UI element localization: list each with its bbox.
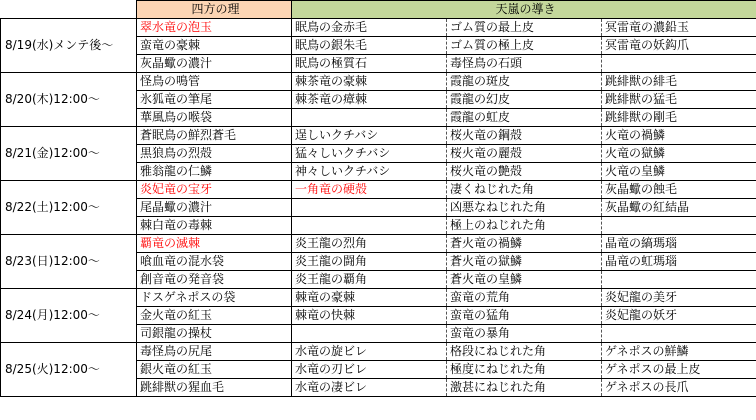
table-row <box>1 343 756 361</box>
material-cell[interactable]: 眠鳥の金赤毛 <box>292 19 447 37</box>
header-row <box>1 1 756 19</box>
material-cell[interactable]: 火竜の皇鱗 <box>602 163 756 181</box>
material-cell[interactable]: 黒狼鳥の烈殻 <box>137 145 292 163</box>
material-cell[interactable]: ゲネポスの鮮鱗 <box>602 343 756 361</box>
table-row <box>1 19 756 37</box>
material-cell[interactable] <box>292 109 447 127</box>
material-cell[interactable]: 炎妃龍の美牙 <box>602 289 756 307</box>
material-cell[interactable]: ドスゲネポスの袋 <box>137 289 292 307</box>
material-cell[interactable]: 桜火竜の鋼殻 <box>447 127 602 145</box>
material-cell[interactable]: ゴム質の極上皮 <box>447 37 602 55</box>
material-cell[interactable]: 一角竜の硬殻 <box>292 181 447 199</box>
material-cell[interactable]: 雅翁龍の仁鱗 <box>137 163 292 181</box>
material-cell[interactable]: 蛮竜の猛角 <box>447 307 602 325</box>
material-cell[interactable]: 霞龍の斑皮 <box>447 73 602 91</box>
material-cell[interactable]: 晶竜の虹瑪瑙 <box>602 253 756 271</box>
material-cell[interactable]: 炎妃龍の妖牙 <box>602 307 756 325</box>
table-row <box>1 289 756 307</box>
material-cell[interactable]: 水竜の旋ビレ <box>292 343 447 361</box>
material-cell[interactable] <box>602 55 756 73</box>
table-row <box>1 181 756 199</box>
material-cell[interactable]: 極上のねじれた角 <box>447 217 602 235</box>
material-cell[interactable]: 蒼火竜の皇鱗 <box>447 271 602 289</box>
material-cell[interactable] <box>602 217 756 235</box>
material-cell[interactable]: 翠水竜の泡玉 <box>137 19 292 37</box>
material-cell[interactable] <box>292 217 447 235</box>
material-cell[interactable]: 灰晶蠍の濃汁 <box>137 55 292 73</box>
date-cell[interactable]: 8/25(火)12:00～ <box>1 343 137 397</box>
material-cell[interactable]: ゲネポスの最上皮 <box>602 361 756 379</box>
table-row <box>1 127 756 145</box>
date-cell[interactable]: 8/23(日)12:00～ <box>1 235 137 289</box>
material-cell[interactable]: 炎王龍の覇角 <box>292 271 447 289</box>
material-cell[interactable] <box>292 199 447 217</box>
material-cell[interactable]: 金火竜の紅玉 <box>137 307 292 325</box>
material-cell[interactable]: 跳緋獣の剛毛 <box>602 109 756 127</box>
material-cell[interactable]: 水竜の凄ビレ <box>292 379 447 397</box>
material-cell[interactable]: 凶悪なねじれた角 <box>447 199 602 217</box>
material-cell[interactable]: 眠鳥の銀朱毛 <box>292 37 447 55</box>
material-cell[interactable]: 棘茶竜の豪棘 <box>292 73 447 91</box>
date-cell[interactable]: 8/22(土)12:00～ <box>1 181 137 235</box>
material-cell[interactable]: 跳緋獣の緋毛 <box>602 73 756 91</box>
material-cell[interactable]: 火竜の獄鱗 <box>602 145 756 163</box>
material-cell[interactable]: 格段にねじれた角 <box>447 343 602 361</box>
material-cell[interactable]: 晶竜の縞瑪瑙 <box>602 235 756 253</box>
material-cell[interactable]: 棘白竜の毒棘 <box>137 217 292 235</box>
material-cell[interactable]: 冥雷竜の濃鉛玉 <box>602 19 756 37</box>
material-cell[interactable]: 冥雷竜の妖鈎爪 <box>602 37 756 55</box>
material-cell[interactable]: 逞しいクチバシ <box>292 127 447 145</box>
material-cell[interactable]: 蒼火竜の獄鱗 <box>447 253 602 271</box>
material-cell[interactable]: 霞龍の幻皮 <box>447 91 602 109</box>
material-cell[interactable]: 銀火竜の紅玉 <box>137 361 292 379</box>
header-tenran[interactable]: 天嵐の導き <box>292 1 756 19</box>
material-cell[interactable]: 蛮竜の豪棘 <box>137 37 292 55</box>
material-cell[interactable]: 炎王龍の闘角 <box>292 253 447 271</box>
material-cell[interactable]: 尾晶蠍の濃汁 <box>137 199 292 217</box>
table-row <box>1 235 756 253</box>
material-cell[interactable]: 霞龍の虹皮 <box>447 109 602 127</box>
material-cell[interactable]: 凄くねじれた角 <box>447 181 602 199</box>
material-cell[interactable]: 棘竜の快棘 <box>292 307 447 325</box>
material-cell[interactable]: 蛮竜の荒角 <box>447 289 602 307</box>
material-cell[interactable]: 炎王龍の烈角 <box>292 235 447 253</box>
material-cell[interactable]: 司銀龍の操杖 <box>137 325 292 343</box>
material-cell[interactable]: ゴム質の最上皮 <box>447 19 602 37</box>
material-cell[interactable]: 跳緋獣の猛毛 <box>602 91 756 109</box>
material-cell[interactable]: 神々しいクチバシ <box>292 163 447 181</box>
material-cell[interactable]: 水竜の刃ビレ <box>292 361 447 379</box>
material-cell[interactable]: 炎妃竜の宝牙 <box>137 181 292 199</box>
material-cell[interactable]: 毒怪鳥の石頭 <box>447 55 602 73</box>
material-cell[interactable]: 桜火竜の麗殻 <box>447 145 602 163</box>
material-cell[interactable]: 喰血竜の混水袋 <box>137 253 292 271</box>
material-cell[interactable]: 氷狐竜の筆尾 <box>137 91 292 109</box>
corner-cell[interactable] <box>1 1 137 19</box>
material-cell[interactable] <box>292 325 447 343</box>
material-cell[interactable]: 覇竜の滅棘 <box>137 235 292 253</box>
material-cell[interactable]: 棘竜の豪棘 <box>292 289 447 307</box>
material-cell[interactable]: 桜火竜の艶殻 <box>447 163 602 181</box>
material-cell[interactable] <box>602 271 756 289</box>
date-cell[interactable]: 8/21(金)12:00～ <box>1 127 137 181</box>
material-cell[interactable]: 猛々しいクチバシ <box>292 145 447 163</box>
material-cell[interactable]: 蒼火竜の禍鱗 <box>447 235 602 253</box>
date-cell[interactable]: 8/19(水)メンテ後～ <box>1 19 137 73</box>
material-cell[interactable]: 灰晶蠍の蝕毛 <box>602 181 756 199</box>
material-cell[interactable]: 華風鳥の喉袋 <box>137 109 292 127</box>
material-cell[interactable]: 蒼眠鳥の鮮烈蒼毛 <box>137 127 292 145</box>
material-cell[interactable]: 激甚にねじれた角 <box>447 379 602 397</box>
material-cell[interactable]: ゲネポスの長爪 <box>602 379 756 397</box>
schedule-body <box>1 19 756 397</box>
material-cell[interactable]: 怪鳥の鳴管 <box>137 73 292 91</box>
material-cell[interactable]: 火竜の禍鱗 <box>602 127 756 145</box>
material-cell[interactable]: 眠鳥の極質石 <box>292 55 447 73</box>
table-row <box>1 73 756 91</box>
date-cell[interactable]: 8/24(月)12:00～ <box>1 289 137 343</box>
material-cell[interactable]: 灰晶蠍の紅結晶 <box>602 199 756 217</box>
date-cell[interactable]: 8/20(木)12:00～ <box>1 73 137 127</box>
material-cell[interactable]: 棘茶竜の瘴棘 <box>292 91 447 109</box>
material-cell[interactable]: 創音竜の発音袋 <box>137 271 292 289</box>
material-cell[interactable] <box>602 325 756 343</box>
material-cell[interactable]: 跳緋獣の猩血毛 <box>137 379 292 397</box>
material-cell[interactable]: 極度にねじれた角 <box>447 361 602 379</box>
material-cell[interactable]: 毒怪鳥の尻尾 <box>137 343 292 361</box>
material-cell[interactable]: 蛮竜の暴角 <box>447 325 602 343</box>
header-shihou[interactable]: 四方の理 <box>137 1 292 19</box>
